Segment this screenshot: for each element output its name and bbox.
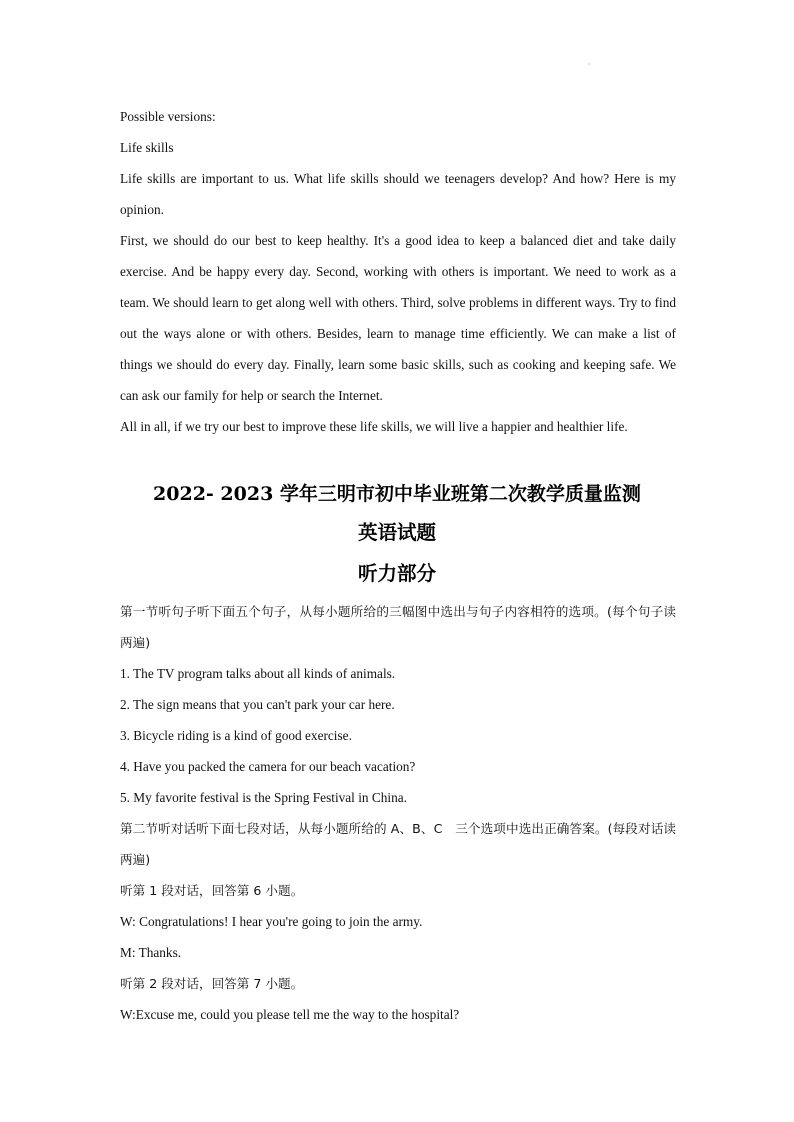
dialogue-prompt: 听第 1 段对话，回答第 6 小题。: [120, 883, 304, 898]
dialogue-line: W:Excuse me, could you please tell me the way to the hospital?: [120, 1007, 460, 1022]
section-instruction: 第一节听句子听下面五个句子，从每小题所给的三幅图中选出与句子内容相符的选项。(每个句子读两遍): [120, 604, 676, 650]
exam-header: [0, 476, 794, 594]
sample-essay: [120, 101, 676, 442]
dialogue-line: W: Congratulations! I hear you're going to join the army.: [120, 914, 423, 929]
listening-sentence: 4. Have you packed the camera for our beach vacation?: [120, 759, 416, 774]
essay-paragraph: All in all, if we try our best to improve these life skills, we will live a happier and healthier life.: [120, 419, 628, 434]
listening-script: [120, 596, 676, 1030]
listening-sentence: 1. The TV program talks about all kinds of animals.: [120, 666, 396, 681]
scan-speck: [588, 63, 590, 65]
exam-subject: 英语试题: [357, 521, 436, 544]
listening-sentence: 3. Bicycle riding is a kind of good exercise.: [120, 728, 352, 743]
dialogue-line: M: Thanks.: [120, 945, 182, 960]
exam-title: 2022- 2023 学年三明市初中毕业班第二次教学质量监测: [153, 483, 641, 505]
essay-title: Life skills: [120, 140, 174, 155]
essay-heading: Possible versions:: [120, 109, 216, 124]
exam-part: 听力部分: [357, 562, 436, 585]
essay-paragraph: First, we should do our best to keep healthy. It's a good idea to keep a balanced diet and take daily exercise. And be happy every day. Second, working with others is important. We need to work as a team. We should learn to get along well with others. Third, solve problems in different ways. Try to find out the ways alone or with others. Besides, learn to manage time efficiently. We can make a list of things we should do every day. Finally, learn some basic skills, such as cooking and keeping safe. We can ask our family for help or search the Internet.: [120, 233, 676, 403]
dialogue-prompt: 听第 2 段对话，回答第 7 小题。: [120, 976, 304, 991]
section-instruction: 第二节听对话听下面七段对话，从每小题所给的 A、B、C 三个选项中选出正确答案。(每段对话读两遍): [120, 821, 676, 867]
listening-sentence: 2. The sign means that you can't park your car here.: [120, 697, 395, 712]
essay-paragraph: Life skills are important to us. What life skills should we teenagers develop? And how? Here is my opinion.: [120, 171, 676, 217]
listening-sentence: 5. My favorite festival is the Spring Festival in China.: [120, 790, 407, 805]
